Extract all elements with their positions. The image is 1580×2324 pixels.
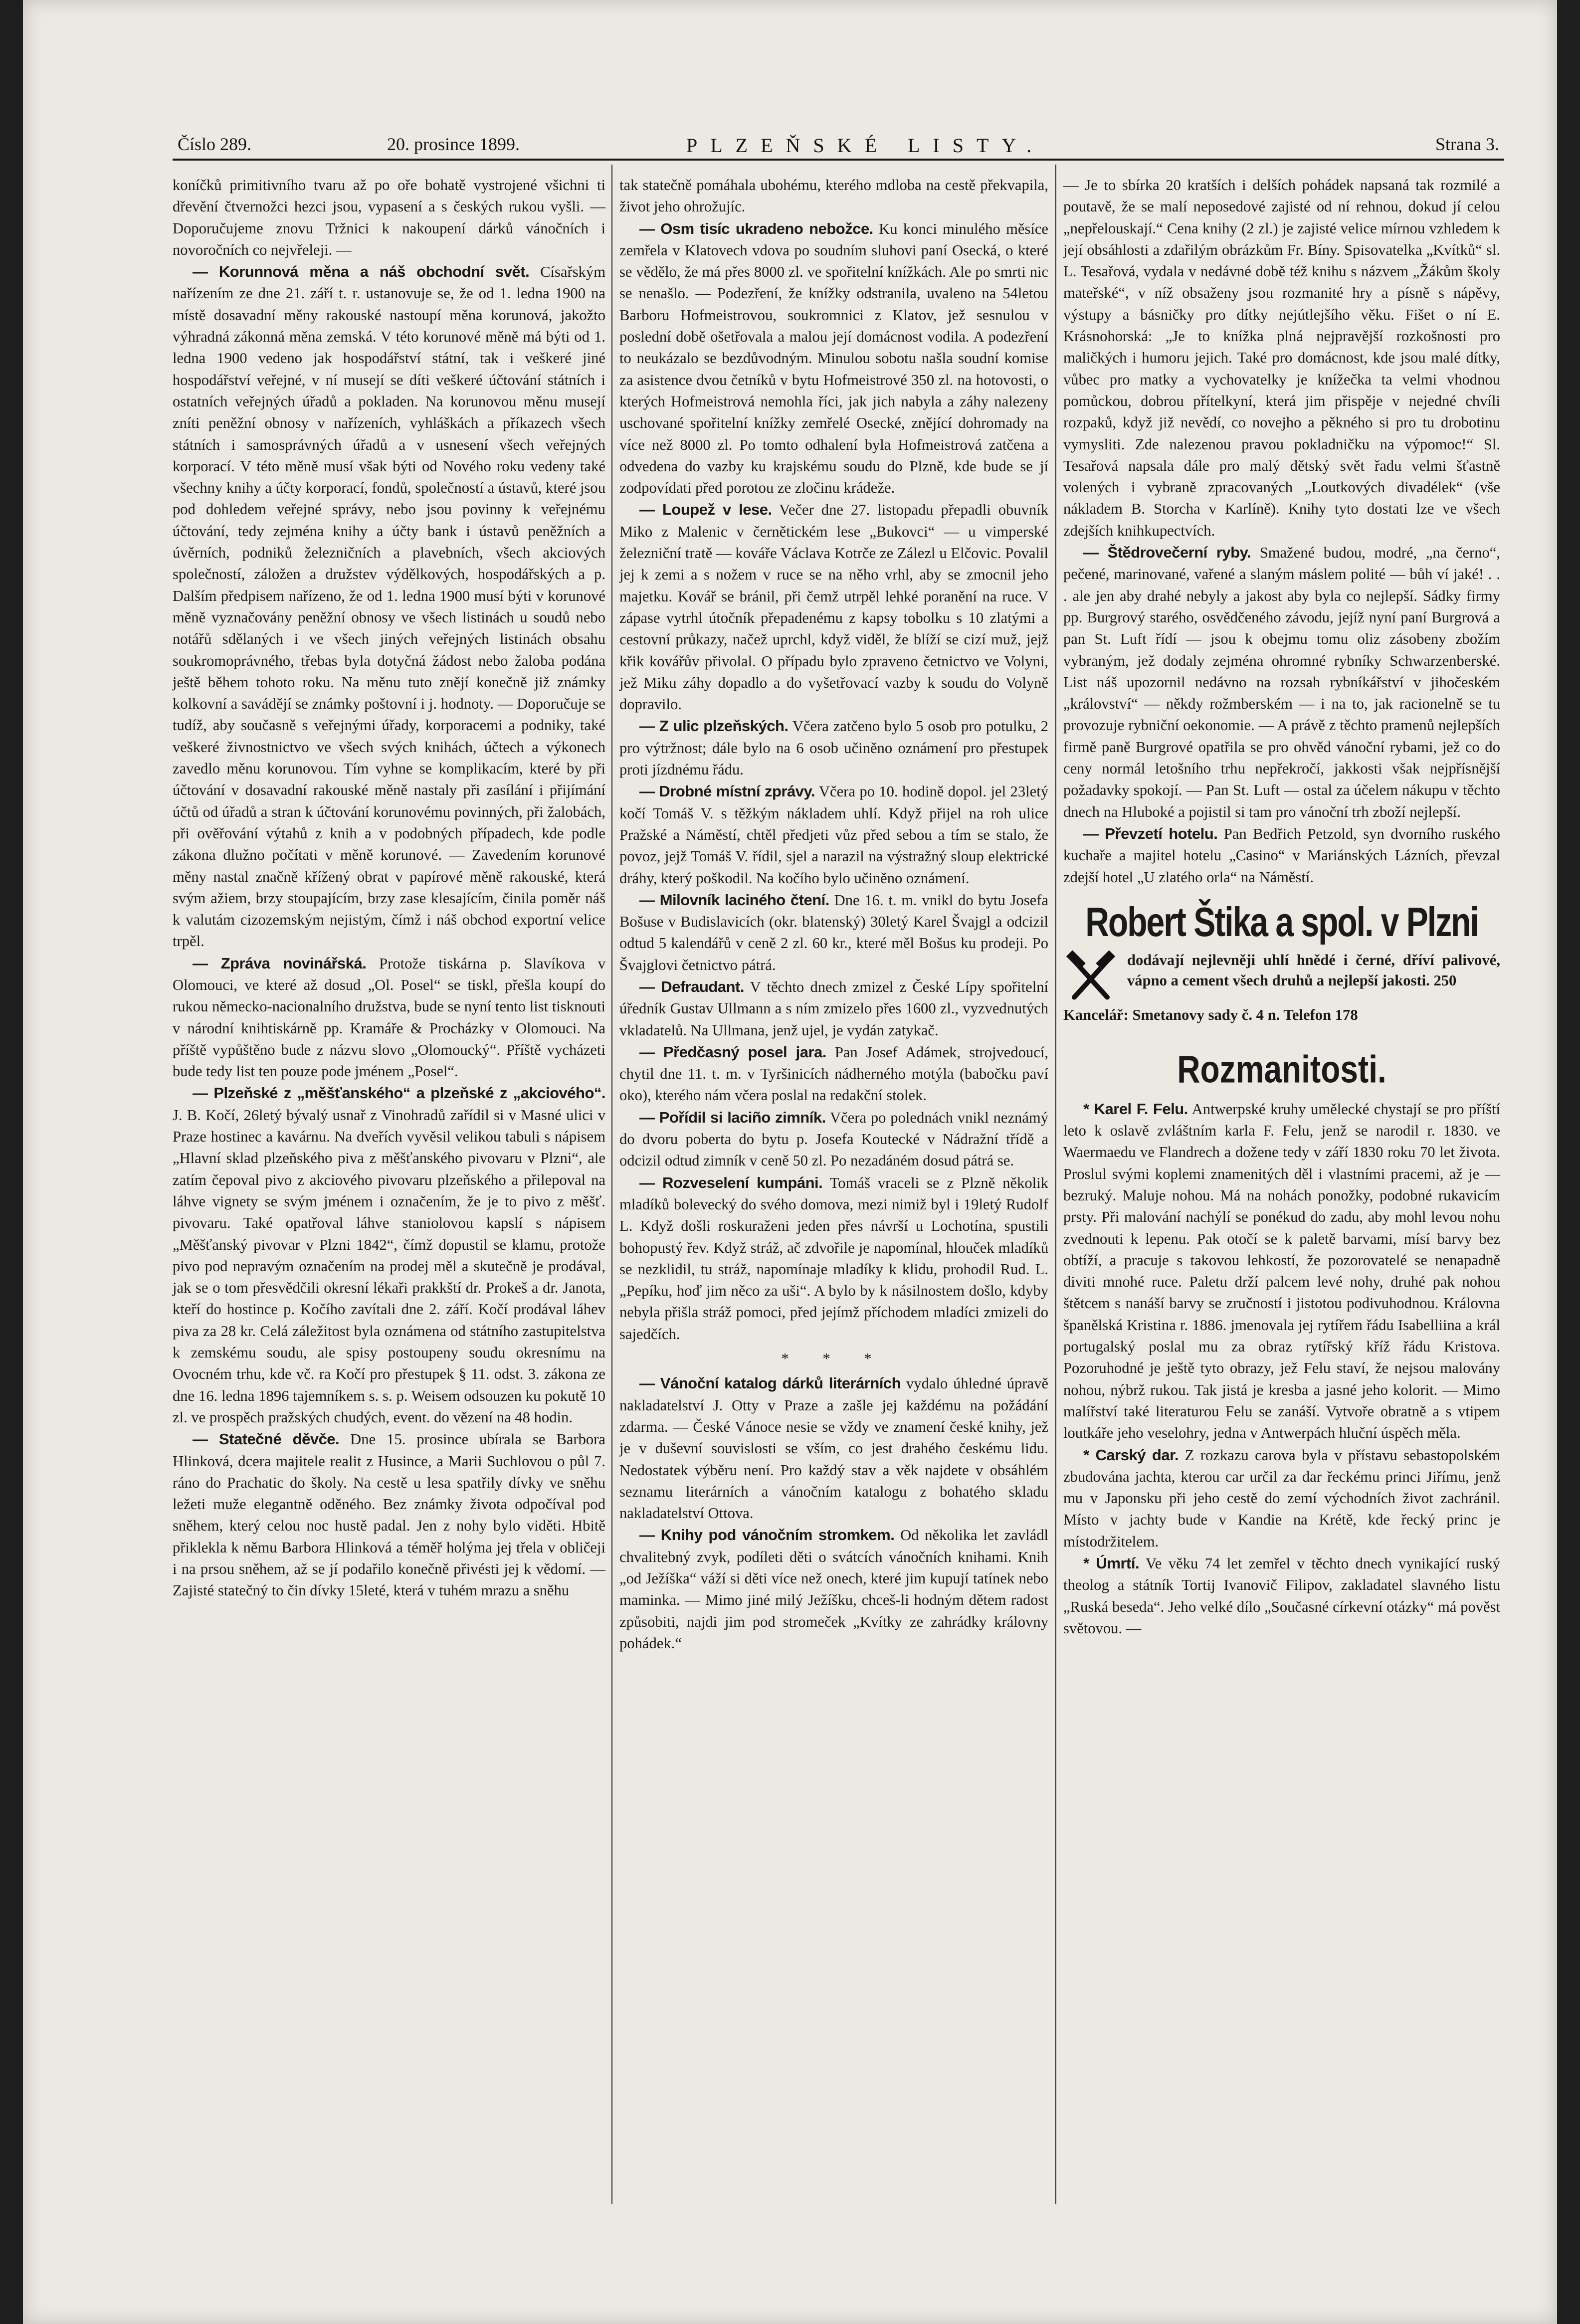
article-text: Pan Josef Adámek, strojvedoucí, chytil dne 11. t. m. v Tyršinicích nádherného motýla (babočku paví oko), kterého nám včera poslal na redakční stolek. bbox=[619, 1043, 1048, 1104]
article-headline: * Carský dar. bbox=[1083, 1446, 1179, 1464]
article-text: koníčků primitivního tvaru až po oře bohatě vystrojené všichni ti dřevění čtvernožci hezci jsou, vypasení a s českých rukou vyšli. — Doporučujeme znovu Tržnici k nakoupení dárků vánočních i novoročních co nejvřeleji. — bbox=[173, 177, 605, 258]
article-headline: — Drobné místní zprávy. bbox=[639, 782, 815, 800]
article-headline: — Štědrovečerní ryby. bbox=[1083, 544, 1251, 562]
article-headline: * Karel F. Felu. bbox=[1083, 1100, 1188, 1118]
page-number: Strana 3. bbox=[1435, 134, 1499, 154]
article-text: Císařským nařízením ze dne 21. září t. r. ustanovuje se, že od 1. ledna 1900 na místě dosavadní měny rakouské nastoupí měna korunová, jakožto výhradná zákonná měna zemská. V této korunové měně má býti od 1. ledna 1900 vedeno jak hospodářství státní, tak i veškeré jiné hospodářství veřejné, v ní musejí se díti veškeré účtování státních i ostatních veřejných úřadů a pokladen. Na korunovou měnu musejí zníti peněžní obnosy v nařízeních, vyhláškách a příkazech všech státních i samosprávných úřadů a v usnesení všech veřejných korporací. V této měně musí však býti od Nového roku vedeny také všechny knihy a účty korporací, fondů, společností a ústavů, které jsou pod dohledem veřejné správy, nebo jsou povinny k veřejnému účtování, tedy zejména knihy a účty bank i ústavů peněžních a úvěrních, podniků železničních a plavebních, všech akciových společností, záložen a družstev výdělkových, hospodářských a p. Dalším předpisem nařízeno, že od 1. ledna 1900 musí býti v korunové měně vyznačovány peněžní obnosy ve všech listinách u soudů nebo notářů sdělaných i ve všech jiných veřejných listinách obsahu soukromoprávného, třebas byla dotyčná žádost nebo žaloba podána ještě během tohoto roku. Na měnu tuto znějí konečně již známky kolkovní a savádějí se známky poštovní i j. hodnoty. — Doporučuje se tudíž, aby současně s veřejnými úřady, korporacemi a podniky, také veškeré živnostnictvo ve všech svých knihách, účtech a výkonech zavedlo měnu korunovou. Tím vyhne se komplikacím, které by při účtování v dosavadní rakouské měně nastaly při zasílání i přijímání účtů od úřadů a stran k účtování korunovému povinných, při žalobách, při ověřování výtahů z knih a v podobných případech, kde podle zákona dlužno počítati v měně korunové. — Zavedením korunové měny nastal značně křížený obrat v papírové měně rakouské, která svým ažiem, brzy stoupajícím, brzy zase klesajícím, činila poměr náš k valutám cizozemským nejistým, čímž i náš obchod exportní velice trpěl. bbox=[173, 263, 605, 950]
article-headline: — Zpráva novinářská. bbox=[193, 954, 367, 972]
column-divider bbox=[1055, 165, 1056, 2204]
article bbox=[619, 1041, 1048, 1107]
article-text: J. B. Kočí, 26letý bývalý usnař z Vinohradů zařídil si v Masné ulici v Praze hostinec a kavárnu. Na dveřích vyvěsil velikou tabuli s nápisem „Hlavní sklad plzeňského piva z měšťanského pivovaru v Plzni“, ale zatím čepoval pivo z akciového pivovaru plzeňského a přilepoval na láhve vignety se svým jménem i označením, že je to pivo z měšť. pivovaru. Také opatřoval láhve staniolovou kapslí s nápisem „Měšťanský pivovar v Plzni 1842“, čímž dopustil se klamu, protože pivo pod nepravým označením na prodej měl a skutečně je prodával, jak se o tom přesvědčili okresní lékaři prakkští dr. Prokeš a dr. Janota, kteří do hostince p. Kočího zavítali dne 2. září. Kočí prodával láhev piva za 28 kr. Celá záležitost byla oznámena od státního zastupitelstva k zemskému soudu, ale spisy postoupeny soudu okresnímu na Ovocném trhu, kde vč. ra Kočí pro přestupek § 11. odst. 3. zákona ze dne 16. ledna 1896 tajemníkem s. s. p. Weisem odsouzen ku pokutě 10 zl. ve prospěch pražských chudých, event. do vězení na 48 hodin. bbox=[173, 1106, 605, 1426]
newspaper-title: PLZEŇSKÉ LISTY. bbox=[686, 134, 1045, 157]
article-text: Ve věku 74 let zemřel v těchto dnech vynikající ruský theolog a státník Tortij Ivanovič Filipov, zakladatel slavného listu „Ruská beseda“. Jeho velké dílo „Současné církevní otázky“ má pověst světovou. — bbox=[1063, 1555, 1500, 1637]
article-headline: — Milovník laciného čtení. bbox=[639, 891, 829, 909]
ad-body bbox=[1063, 950, 1500, 1005]
article-text: Včera zatčeno bylo 5 osob pro potulku, 2 pro výtržnost; dále bylo na 6 osob učiněno oznámení pro přestupek proti jízdnému řádu. bbox=[619, 718, 1048, 778]
article-headline: — Předčasný posel jara. bbox=[639, 1043, 826, 1061]
ad-title: Robert Štika a spol. v Plzni bbox=[1085, 898, 1478, 945]
section-heading: Rozmanitosti. bbox=[1177, 1047, 1386, 1091]
article bbox=[619, 780, 1048, 889]
article-headline: — Loupež v lese. bbox=[639, 501, 772, 519]
header-rule bbox=[173, 159, 1504, 161]
article-headline: — Korunnová měna a náš obchodní svět. bbox=[193, 263, 530, 281]
article-headline: — Defraudant. bbox=[639, 977, 744, 995]
article bbox=[173, 1082, 605, 1428]
article bbox=[619, 976, 1048, 1041]
article-text: — Je to sbírka 20 kratších i delších pohádek napsaná tak rozmilé a poutavě, že se malí neposedové zajisté od ní rehnou, dokud jí celou „nepřelouskají.“ Cena knihy (2 zl.) je zajisté velice mírnou vzhledem k její obsáhlosti a zdařilým obrázkům Fr. Bíny. Spisovatelka „Kvítků“ sl. L. Tesařová, vydala v nedávné době též knihu s názvem „Žákům školy mateřské“, v níž obsaženy jsou rozmanité hry a písně s nápěvy, výstupy a básničky pro dítky nejútlejšího věku. Fišet o ní E. Krásnohorská: „Je to knížka plná nejpravější rozkošnosti pro maličkých i humoru jejich. Také pro domácnost, kde jsou malé dítky, vůbec pro matky a vychovatelky je knížečka ta velmi vhodnou pomůckou, dobrou přítelkyní, která jim přispěje v nejedné chvíli rozpaků, když již nevědí, co novejho a pěkného si pro tu drobotinu vymysliti. Zde nalezenou pravou pokladničku na výpomoc!“ Sl. Tesařová napsala dále pro malý dětský svět řadu velmi šťastně volených i vybraně zpracovaných „Loutkových divadélek“ (vše nákladem B. Storcha v Karlíně). Knihy tyto dostati lze ve všech zdejších knihkupectvích. bbox=[1063, 177, 1500, 539]
article bbox=[1063, 1552, 1500, 1639]
column-1 bbox=[173, 175, 605, 2234]
article bbox=[173, 953, 605, 1083]
advertisement bbox=[1063, 900, 1500, 1025]
article-text: V těchto dnech zmizel z České Lípy spořitelní úředník Gustav Ullmann a s ním zmizelo přes 1600 zl., vyzvednutých vkladatelů. Na Ullmana, jenž ujel, je vydán zatykač. bbox=[619, 978, 1048, 1039]
article-text: Antwerpské kruhy umělecké chystají se pro příští leto k oslavě zvláštním karla F. Felu, jenž se narodil r. 1830. ve Waermaedu ve Flandrech a dožene tedy v září 1830 roku 70 let života. Proslul svými koplemi znamenitých děl i vlastními pracemi, až je — bezruký. Maluje nohou. Má na nohách ponožky, podobné rukavicím prsty. Při malování nachýlí se ponékud do zadu, aby mohl levou nohu zvednouti k lepenu. Pak otočí se k paletě barvami, mísí barvy bez obtíží, a pracuje s takovou lehkostí, že pozorovatelé se nenapadně diviti mnohé ruce. Paletu drží palcem levé nohy, druhé pak nohou štětcem s nanáší barvy se zručností i jistotou podivuhodnou. Královna španělská Kristina r. 1886. jmenovala jej rytířem řádu Isabelliina a král portugalský poslal mu za obraz rytířský kříž řádu Kristova. Pozoruhodné je ještě tyto obrazy, jež Felu staví, že nejsou malovány nohou, nýbrž rukou. Tak jistá je kresba a jasné jeho kolorit. — Mimo malířství také literaturou Felu se zanáší. Vytvoře obratně a s vtipem loutkáře jeho veselohry, jedna v Antwerpách hluční úspěch měla. bbox=[1063, 1100, 1500, 1442]
article bbox=[1063, 1098, 1500, 1444]
article-text: Včera po 10. hodině dopol. jel 23letý kočí Tomáš V. s těžkým nákladem uhlí. Když přijel na roh ulice Pražské a Náměstí, chtěl předjeti vůz před sebou a tím se stalo, že povoz, jejž Tomáš V. řídil, sjel a narazil na výstražný sloup elektrické dráhy, který poškodil. Na kočího bylo učiněno oznámení. bbox=[619, 783, 1048, 887]
article-text: Dne 16. t. m. vnikl do bytu Josefa Bošuse v Budislavicích (okr. blatenský) 30letý Karel Švajgl a odcizil odtud 5 kalendářů v ceně 2 zl. 60 kr., které měl Bošus ku prodeji. Po Švajglovi četnictvo pátrá. bbox=[619, 891, 1048, 973]
article-headline: — Statečné děvče. bbox=[193, 1430, 340, 1448]
crossed-hammers-icon bbox=[1063, 950, 1118, 1005]
article-text: Pan Bedřich Petzold, syn dvorního ruského kuchaře a majitel hotelu „Casino“ v Mariánských Lázních, převzal zdejší hotel „U zlatého orla“ na Náměstí. bbox=[1063, 825, 1500, 886]
article-headline: — Z ulic plzeňských. bbox=[639, 717, 789, 735]
article bbox=[619, 1107, 1048, 1172]
article-headline: — Pořídil si laciño zimník. bbox=[639, 1108, 826, 1126]
article bbox=[619, 1172, 1048, 1345]
article-headline: — Rozveselení kumpáni. bbox=[639, 1173, 823, 1191]
article-text: vydalo úhledné úpravě nakladatelství J. Otty v Praze a zašle jej každému na požádání zdarma. — České Vánoce nesie se vždy ve znamení české knihy, jež je v duševní souvislosti se vším, co jest drahého českému lidu. Nedostatek výběru není. Pro každý stav a věk najdete v obsáhlém seznamu literárních a vánočním katalogu z bohatého skladu nakladatelství Ottova. bbox=[619, 1375, 1048, 1522]
article bbox=[619, 499, 1048, 715]
article bbox=[1063, 1444, 1500, 1552]
article bbox=[1063, 823, 1500, 888]
article bbox=[173, 261, 605, 953]
article-text: Dne 15. prosince ubírala se Barbora Hlinková, dcera majitele realit z Husince, a Marii Suchlovou o půl 7. ráno do Prachatic do školy. Na cestě u lesa spatřily dívky ve sněhu ležeti muže elegantně oděného. Bez známky života odpočíval pod sněhem, který celou noc hustě padal. Jen z nohy bylo viděti. Hbitě přiklekla k němu Barbora Hlinková a téměř holýma jej třela v obličeji i na prsou sněhem, až se jí podařilo konečně přivésti jej k vědomí. — Zajisté statečný to čin dívky 15leté, která v tuhém mrazu a sněhu bbox=[173, 1431, 605, 1599]
issue-number: Číslo 289. bbox=[178, 134, 252, 154]
article-headline: — Převzetí hotelu. bbox=[1083, 824, 1218, 842]
article-text: Od několika let zavládl chvalitebný zvyk, podíleti děti o svátcích vánočních knihami. Knih „od Ježíška“ váží si děti více než onech, které jim kupují tatínek nebo maminka. — Mimo jiné milý Ježíšku, chceš-li hodným dětem radost způsobiti, najdi jim pod stromeček „Kvítky ze zahrádky královny pohádek.“ bbox=[619, 1527, 1048, 1652]
column-divider bbox=[611, 165, 612, 2204]
article-text: tak statečně pomáhala ubohému, kterého mdloba na cestě překvapila, život jeho ohrožujíc. bbox=[619, 177, 1048, 215]
article bbox=[619, 1524, 1048, 1654]
article bbox=[1063, 542, 1500, 823]
column-2 bbox=[619, 175, 1048, 2234]
issue-date: 20. prosince 1899. bbox=[387, 134, 520, 154]
page-header bbox=[178, 134, 1499, 160]
article-text: Tomáš vraceli se z Plzně několik mladíků bolevecký do svého domova, mezi nimiž byl i 19letý Rudolf L. Když došli roskuraženi jeden přes návrší u Lochotína, spustili bohopustý řev. Když stráž, ač zdvořile je napomínal, hlouček mladíků se nezklidil, tu stráž, napomínaje mladíky k klidu, prohodil Rud. L. „Pepíku, hoď jim něco za uši“. A bylo by k násilnostem došlo, kdyby nebyla přišla stráž pomoci, před jejímž příchodem mladíci zmizeli do sajedčích. bbox=[619, 1174, 1048, 1343]
article-headline: — Vánoční katalog dárků literárních bbox=[639, 1374, 901, 1392]
article-text: Z rozkazu carova byla v přístavu sebastopolském zbudována jachta, kterou car určil za dar řeckému princi Jiřímu, jenž mu v Japonsku při jeho cestě do zemí východních život zachránil. Místo v jachty bude v Kandie na Krétě, kde řecký princ je místodržitelem. bbox=[1063, 1446, 1500, 1550]
article-text: Ku konci minulého měsíce zemřela v Klatovech vdova po soudním sluhovi paní Osecká, o které se vědělo, že má přes 8000 zl. ve spořitelní knížkách. Ale po smrti nic se nenašlo. — Podezření, že knížky odstranila, uvaleno na 54letou Barboru Hofmeistrovou, soukromnici z Klatov, jež sesnulou v poslední době ošetřovala a malou její domácnost vodila. A podezření to neukázalo se bezdůvodným. Minulou sobotu našla soudní komise za asistence dvou četníků v bytu Hofmeistrové 350 zl. na hotovosti, o kterých Hofmeistrová nemohla říci, jak jich nabyla a záhy nalezeny uschované spořitelní knížky zemřelé Osecké, znějící dohromady na více než 8000 zl. Po tomto odhalení byla Hofmeistrová zatčena a odvedena do vazby ku krajskému soudu do Plzně, kde bude se jí zodpovídati před porotou ze zločinu krádeže. bbox=[619, 220, 1049, 497]
ad-office: Kancelář: Smetanovy sady č. 4 n. Telefon 178 bbox=[1063, 1006, 1358, 1023]
article bbox=[619, 889, 1048, 976]
article bbox=[173, 1428, 605, 1601]
article-headline: — Knihy pod vánočním stromkem. bbox=[639, 1526, 895, 1544]
article-text: Večer dne 27. listopadu přepadli obuvník Miko z Malenic v černětickém lese „Bukovci“ — u vimperské železniční tratě — kováře Václava Kotrče ze Zálezl u Elčovic. Povalil jej k zemi a s nožem v ruce se na něho vrhl, aby se zmocnil jeho majetku. Kovář se bránil, při čemž utrpěl lehké poranění na ruce. V zápase vytrhl útočník přepadenému z kapsy tobolku s 10 zlatými a cestovní průkazy, načež uprchl, když viděl, že blíží se cizí muž, jejž křik kovářův přivolal. O případu bylo zpraveno četnictvo ve Volyni, jež Miku záhy dopadlo a do vyšetřovací vazby k soudu do Volyně dopravilo. bbox=[619, 501, 1048, 713]
article bbox=[619, 715, 1048, 780]
article bbox=[619, 218, 1048, 499]
article-text: Včera po polednách vnikl neznámý do dvoru poberta do bytu p. Josefa Koutecké v Nádražní třídě a odcizil odtud zimník v ceně 50 zl. Po nezadáném dosud pátrá se. bbox=[619, 1109, 1048, 1169]
ad-text: dodávají nejlevněji uhlí hnědé i černé, dříví palivové, vápno a cement všech druhů a nejlepší jakosti. 250 bbox=[1127, 951, 1500, 989]
article-headline: — Plzeňské z „měšťanského“ a plzeňské z „akciového“. bbox=[193, 1084, 605, 1102]
column-3 bbox=[1063, 175, 1500, 2234]
article-headline: — Osm tisíc ukradeno nebožce. bbox=[639, 219, 873, 237]
article-headline: * Úmrtí. bbox=[1083, 1554, 1140, 1572]
section-separator: * * * bbox=[781, 1350, 887, 1367]
article bbox=[619, 1372, 1048, 1524]
article-text: Smažené budou, modré, „na černo“, pečené, marinované, vařené a slaným máslem polité — bůh ví jaké! . . . ale jen aby drahé nebyly a jakost aby byla co nejlepší. Sádky firmy pp. Burgrový starého, osvědčeného závodu, jejíž nyní paní Burgrová a pan St. Luft řídí — jsou k obejmu tomu oliz zásobeny zbožím vybraným, jež dodaly zejména ohromné rybníky Schwarzenberské. List náš upozornil nedávno na rozsah rybníkářství v jihočeském „království“ — někdy rožmberském — i na to, jak racionelně se tu provozuje rybniční oekonomie. — A právě z těchto pramenů nejlepších firmě paně Burgrové opatřila se pro ohvěd vánoční rybami, jež co do ceny normál letošního trhu nepřekročí, jakkosti však nejpřísnější požadavky spokojí. — Pan St. Luft — ostal za účelem nákupu v těchto dnech na Hluboké a pojistil si tam pro vánoční trh zboží nejlepší. bbox=[1063, 544, 1500, 820]
newspaper-page bbox=[23, 0, 1557, 2324]
article-text: Protože tiskárna p. Slavíkova v Olomouci, ve které až dosud „Ol. Posel“ se tiskl, přešla koupí do rukou německo-nacionalního družstva, bude se nyní tento list tisknouti v národní knihtiskárně pp. Kramáře & Procházky v Olomouci. Na příště vypůštěno bude z názvu slovo „Olomoucký“. Příště vycházeti bude tedy list ten pouze pode jménem „Posel“. bbox=[173, 955, 605, 1080]
